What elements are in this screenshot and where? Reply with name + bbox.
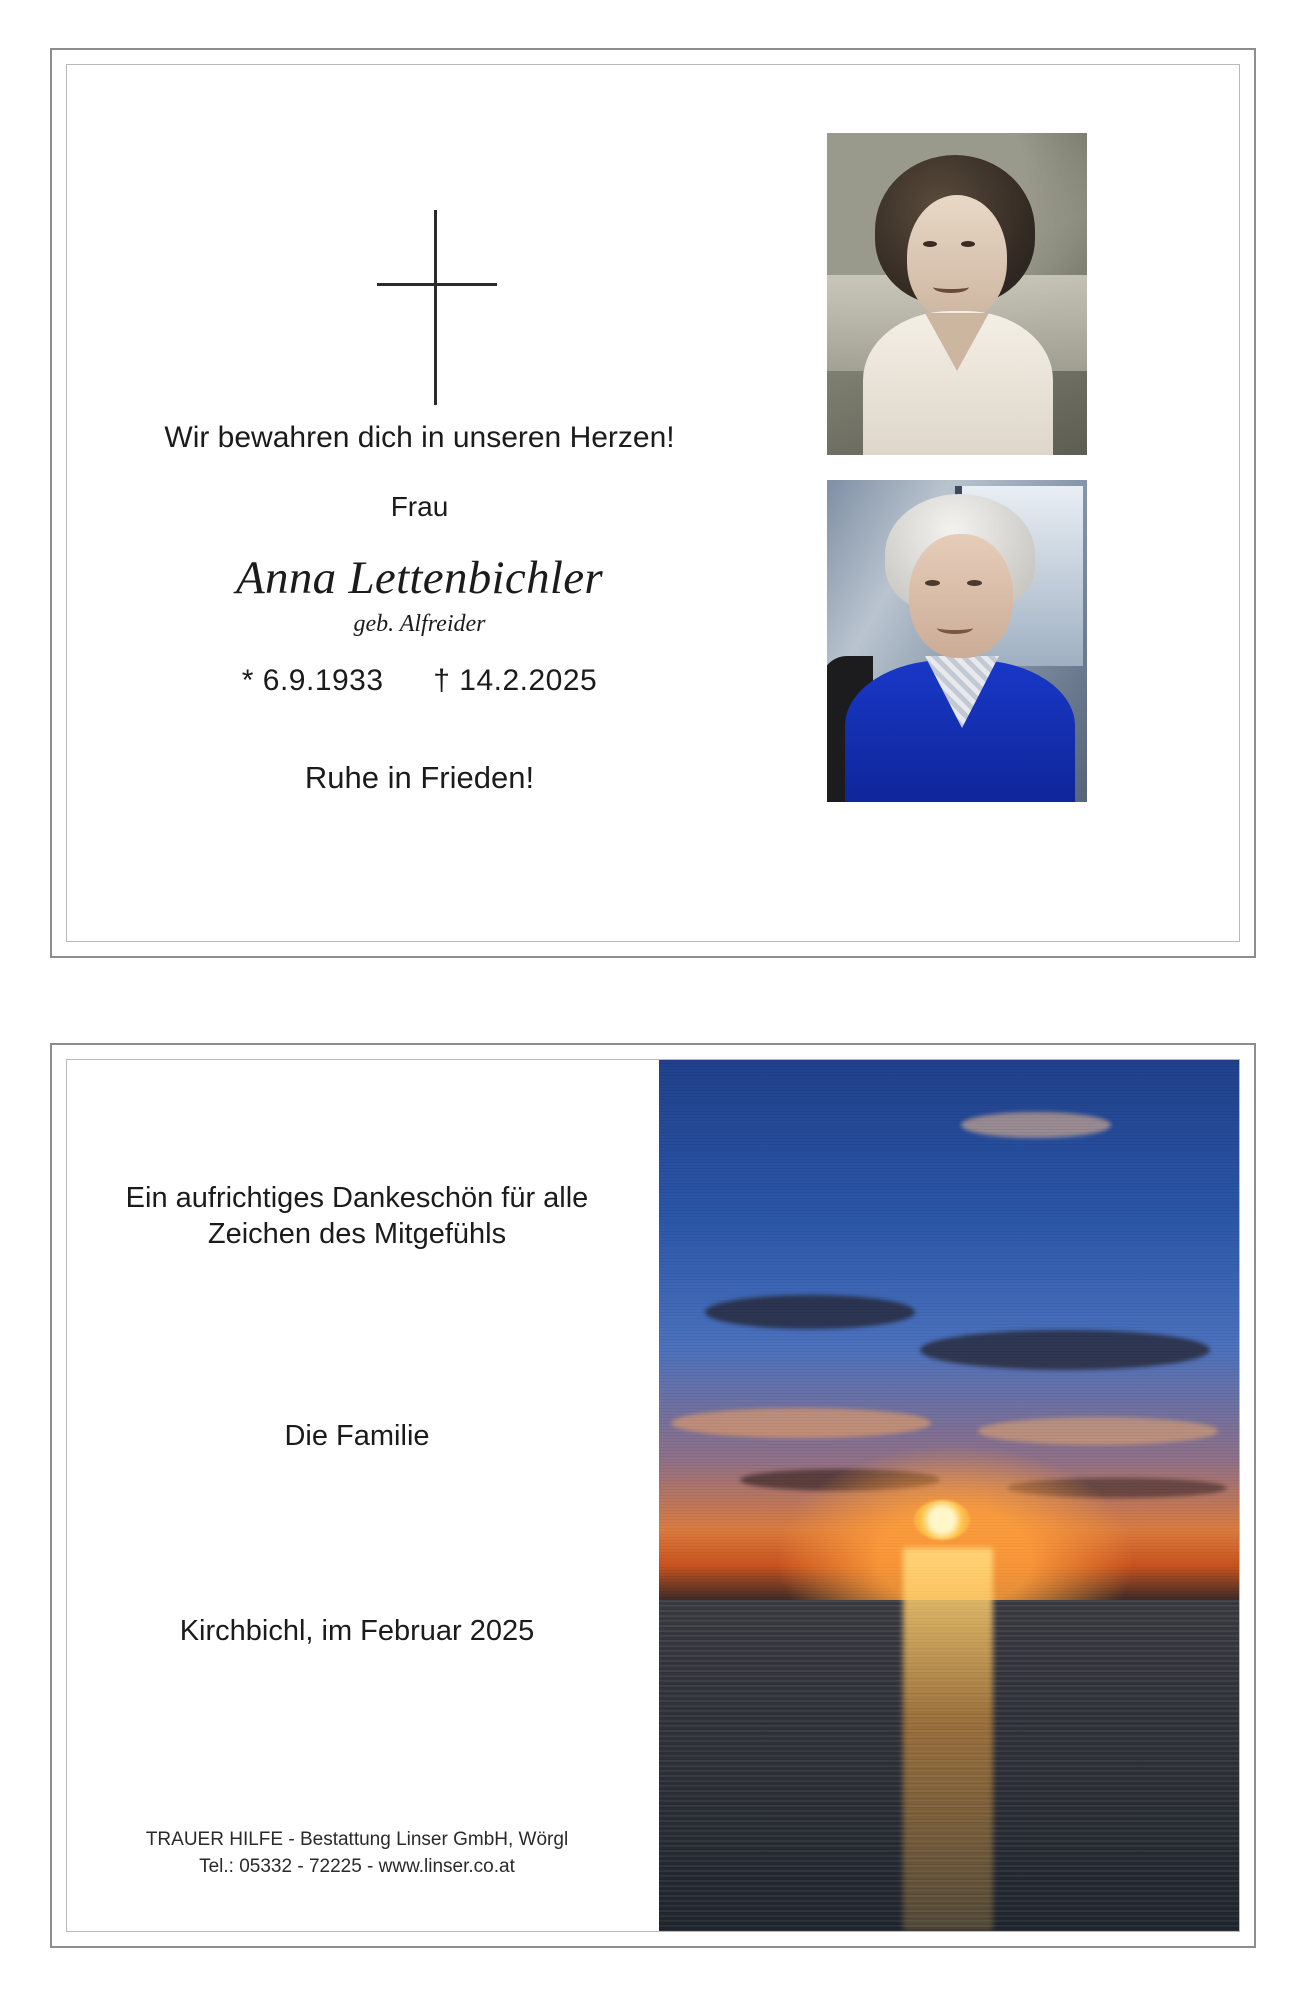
memorial-card-front-inner <box>66 64 1240 942</box>
deceased-name: Anna Lettenbichler <box>236 551 603 604</box>
place-and-date: Kirchbichl, im Februar 2025 <box>179 1615 535 1647</box>
photo-elderly-portrait <box>827 480 1087 802</box>
memorial-closing: Ruhe in Frieden! <box>304 759 535 795</box>
birth-date: * 6.9.1933 <box>241 663 384 697</box>
memorial-salutation: Frau <box>390 490 449 522</box>
thanks-message-block <box>87 1180 627 1253</box>
thank-you-card-back <box>50 1043 1256 1948</box>
family-signature: Die Familie <box>284 1420 430 1452</box>
memorial-card-front <box>50 48 1256 958</box>
thank-you-card-inner <box>66 1059 1240 1932</box>
memorial-text-block <box>107 420 732 796</box>
death-date: † 14.2.2025 <box>433 663 598 697</box>
photo-sunset <box>659 1060 1239 1931</box>
funeral-home-footer <box>87 1826 627 1881</box>
photo-young-portrait <box>827 133 1087 455</box>
funeral-home-contact: Tel.: 05332 - 72225 - www.linser.co.at <box>199 1856 515 1878</box>
memorial-motto: Wir bewahren dich in unseren Herzen! <box>164 421 675 454</box>
thanks-message: Ein aufrichtiges Dankeschön für alle Zeichen des Mitgefühls <box>125 1182 589 1251</box>
deceased-maiden-name: geb. Alfreider <box>353 610 486 637</box>
life-dates <box>107 664 732 698</box>
funeral-home-name: TRAUER HILFE - Bestattung Linser GmbH, Wörgl <box>145 1828 569 1850</box>
cross-icon <box>377 210 497 405</box>
